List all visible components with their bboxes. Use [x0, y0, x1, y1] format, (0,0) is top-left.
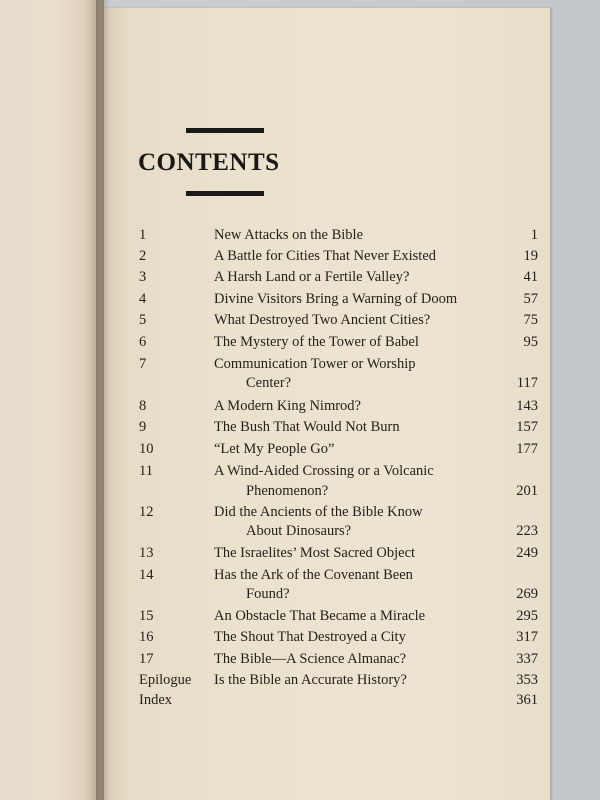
chapter-number: 16	[139, 629, 154, 645]
chapter-title: Has the Ark of the Covenant Been	[214, 567, 413, 583]
page-number: 361	[516, 692, 538, 708]
chapter-title: An Obstacle That Became a Miracle	[214, 608, 426, 624]
chapter-title: A Modern King Nimrod?	[214, 398, 361, 414]
chapter-number: 8	[139, 398, 147, 414]
chapter-number: Epilogue	[139, 672, 192, 688]
chapter-title: A Battle for Cities That Never Existed	[214, 248, 437, 264]
page-number: 295	[516, 608, 538, 624]
chapter-number: 4	[139, 291, 147, 307]
chapter-number: 5	[139, 312, 147, 328]
chapter-number: 1	[139, 227, 147, 243]
chapter-number: 9	[139, 419, 147, 435]
chapter-title: The Bible—A Science Almanac?	[214, 651, 407, 667]
page-number: 249	[516, 545, 538, 561]
page-number: 223	[516, 523, 538, 539]
chapter-title: Did the Ancients of the Bible Know	[214, 504, 423, 520]
chapter-title-continued: Phenomenon?	[246, 483, 329, 499]
chapter-number: 2	[139, 248, 147, 264]
page-number: 317	[516, 629, 538, 645]
chapter-number: 6	[139, 334, 147, 350]
chapter-number: 12	[139, 504, 154, 520]
page-number: 95	[523, 334, 538, 350]
page-number: 143	[516, 398, 538, 414]
chapter-number: 10	[139, 441, 154, 457]
chapter-title: Is the Bible an Accurate History?	[214, 672, 407, 688]
chapter-title: The Israelites’ Most Sacred Object	[214, 545, 416, 561]
chapter-title-continued: About Dinosaurs?	[246, 523, 352, 539]
page-number: 157	[516, 419, 538, 435]
page-number: 75	[523, 312, 538, 328]
chapter-title: Communication Tower or Worship	[214, 356, 416, 372]
page-number: 177	[516, 441, 538, 457]
page-number: 337	[516, 651, 538, 667]
page-number: 57	[523, 291, 538, 307]
contents-heading: CONTENTS	[138, 149, 280, 176]
chapter-title: A Harsh Land or a Fertile Valley?	[214, 269, 410, 285]
page-number: 1	[530, 227, 538, 243]
chapter-title-continued: Found?	[246, 586, 290, 602]
chapter-title: A Wind-Aided Crossing or a Volcanic	[214, 463, 434, 479]
chapter-title: What Destroyed Two Ancient Cities?	[214, 312, 431, 328]
chapter-title: The Bush That Would Not Burn	[214, 419, 400, 435]
chapter-number: 7	[139, 356, 147, 372]
chapter-title: The Mystery of the Tower of Babel	[214, 334, 419, 350]
chapter-number: 11	[139, 463, 153, 479]
chapter-title: The Shout That Destroyed a City	[214, 629, 406, 645]
chapter-number: 17	[139, 651, 154, 667]
page-number: 19	[523, 248, 538, 264]
chapter-title: New Attacks on the Bible	[214, 227, 364, 243]
page-number: 353	[516, 672, 538, 688]
page-number: 269	[516, 586, 538, 602]
chapter-number: 3	[139, 269, 147, 285]
chapter-title: Divine Visitors Bring a Warning of Doom	[214, 291, 458, 307]
chapter-title-continued: Center?	[246, 375, 292, 391]
page-number: 201	[516, 483, 538, 499]
page-number: 41	[523, 269, 538, 285]
chapter-number: 13	[139, 545, 154, 561]
chapter-title: “Let My People Go”	[214, 441, 335, 457]
chapter-number: 15	[139, 608, 154, 624]
page-number: 117	[516, 375, 538, 391]
chapter-number: 14	[139, 567, 154, 583]
chapter-number: Index	[139, 692, 173, 708]
